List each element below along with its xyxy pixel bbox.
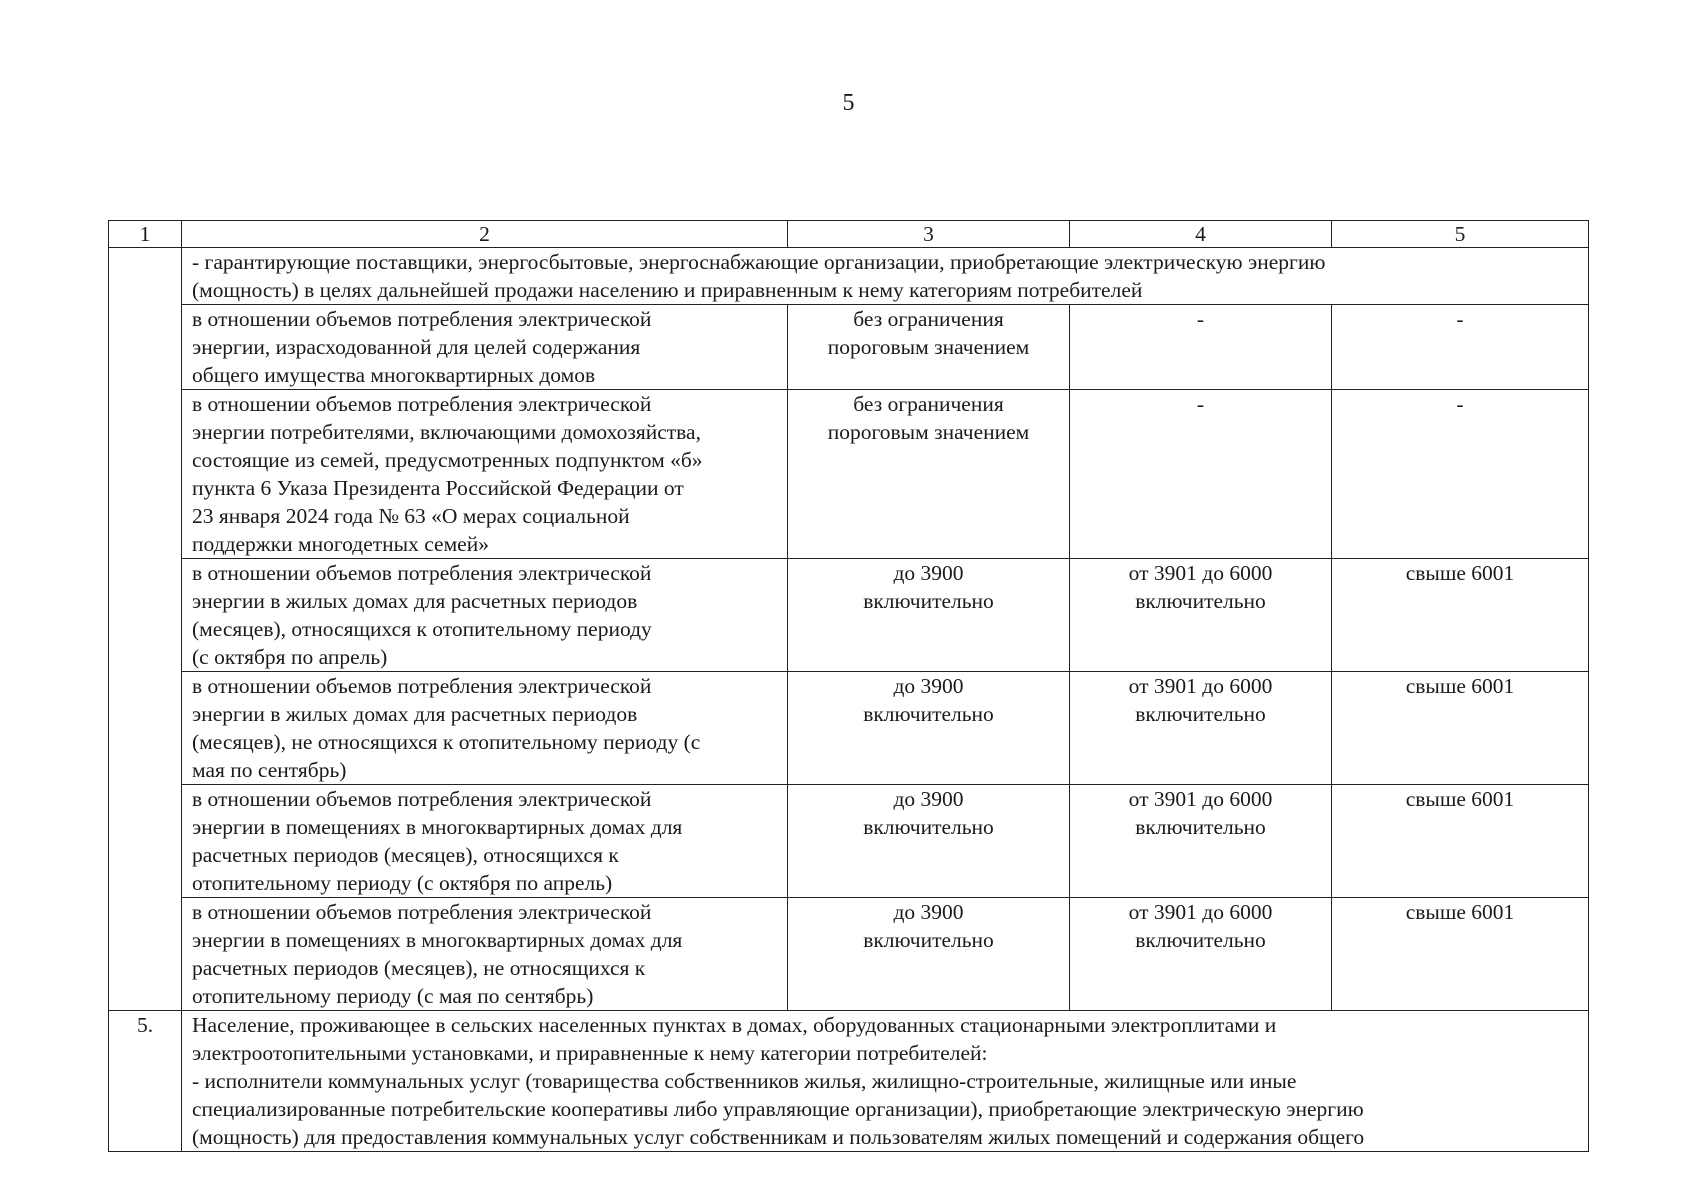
- row-col4: от 3901 до 6000 включительно: [1070, 559, 1332, 672]
- table-row: [109, 305, 1589, 390]
- section-5-number: 5.: [109, 1011, 182, 1152]
- header-col-5: 5: [1332, 221, 1589, 248]
- row-col4: -: [1070, 305, 1332, 390]
- row-description: в отношении объемов потребления электрической энергии в жилых домах для расчетных периодов (месяцев), относящихся к отопительному периоду (с октября по апрель): [182, 559, 788, 672]
- row-col3: без ограничения пороговым значением: [788, 390, 1070, 559]
- page-number: 5: [842, 90, 855, 116]
- section-5-text: Население, проживающее в сельских населенных пунктах в домах, оборудованных стационарными электроплитами и электроотопительными установками, и приравненные к нему категории потребителей: - исполнители коммунальных услуг (товарищества собственников жилья, жилищно-строительные, жилищные или иные специализированные потребительские кооперативы либо управляющие организации), приобретающие электрическую энергию (мощность) для предоставления коммунальных услуг собственникам и пользователям жилых помещений и содержания общего: [182, 1011, 1589, 1152]
- table-row: [109, 248, 1589, 305]
- row-col5: свыше 6001: [1332, 672, 1589, 785]
- row-col4: от 3901 до 6000 включительно: [1070, 672, 1332, 785]
- row-col3: без ограничения пороговым значением: [788, 305, 1070, 390]
- row-description: в отношении объемов потребления электрической энергии в жилых домах для расчетных периодов (месяцев), не относящихся к отопительному периоду (с мая по сентябрь): [182, 672, 788, 785]
- row-col4: от 3901 до 6000 включительно: [1070, 785, 1332, 898]
- table-header-row: [109, 221, 1589, 248]
- table-row: [109, 390, 1589, 559]
- row-col5: -: [1332, 305, 1589, 390]
- row-col5: свыше 6001: [1332, 785, 1589, 898]
- row-description: в отношении объемов потребления электрической энергии в помещениях в многоквартирных домах для расчетных периодов (месяцев), относящихся к отопительному периоду (с октября по апрель): [182, 785, 788, 898]
- row-number-cell: [109, 248, 182, 1011]
- tariff-table: [108, 220, 1589, 1152]
- row-col3: до 3900 включительно: [788, 559, 1070, 672]
- row-col5: свыше 6001: [1332, 898, 1589, 1011]
- table-row: [109, 672, 1589, 785]
- row-col3: до 3900 включительно: [788, 785, 1070, 898]
- table-row-section-5: [109, 1011, 1589, 1152]
- row-col5: -: [1332, 390, 1589, 559]
- row-description: в отношении объемов потребления электрической энергии, израсходованной для целей содержания общего имущества многоквартирных домов: [182, 305, 788, 390]
- header-col-1: 1: [109, 221, 182, 248]
- row-col4: от 3901 до 6000 включительно: [1070, 898, 1332, 1011]
- row-col3: до 3900 включительно: [788, 672, 1070, 785]
- section-intro: - гарантирующие поставщики, энергосбытовые, энергоснабжающие организации, приобретающие электрическую энергию (мощность) в целях дальнейшей продажи населению и приравненным к нему категориям потребителей: [182, 248, 1589, 305]
- row-description: в отношении объемов потребления электрической энергии потребителями, включающими домохозяйства, состоящие из семей, предусмотренных подпунктом «б» пункта 6 Указа Президента Российской Федерации от 23 января 2024 года № 63 «О мерах социальной поддержки многодетных семей»: [182, 390, 788, 559]
- row-description: в отношении объемов потребления электрической энергии в помещениях в многоквартирных домах для расчетных периодов (месяцев), не относящихся к отопительному периоду (с мая по сентябрь): [182, 898, 788, 1011]
- header-col-2: 2: [182, 221, 788, 248]
- header-col-3: 3: [788, 221, 1070, 248]
- row-col3: до 3900 включительно: [788, 898, 1070, 1011]
- table-row: [109, 559, 1589, 672]
- table-row: [109, 785, 1589, 898]
- table-row: [109, 898, 1589, 1011]
- row-col4: -: [1070, 390, 1332, 559]
- row-col5: свыше 6001: [1332, 559, 1589, 672]
- header-col-4: 4: [1070, 221, 1332, 248]
